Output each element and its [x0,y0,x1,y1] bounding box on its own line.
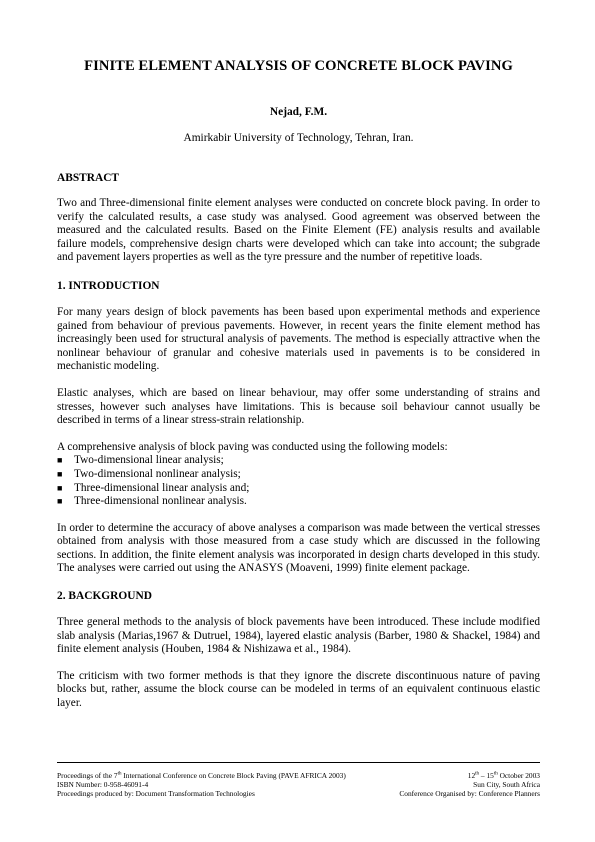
bullet-icon: ■ [57,468,63,479]
list-item-text: Three-dimensional linear analysis and; [74,481,250,494]
introduction-paragraph: For many years design of block pavements has been based upon experimental methods and experience gained from behaviour of previous pavements. However, in recent years the finite element method has increasingly been used for structural analysis of pavements. The method is especially attractive when the nonlinear behaviour of granular and cohesive materials used in pavements is to be considered in mechanistic modeling. [57,305,540,373]
footer-right [399,771,540,799]
background-paragraph: The criticism with two former methods is that they ignore the discrete discontinuous nature of paving blocks but, rather, assume the block course can be modeled in terms of an equivalent continuous elastic layer. [57,669,540,710]
bullet-icon: ■ [57,496,63,507]
list-item [57,468,540,482]
introduction-paragraph: In order to determine the accuracy of above analyses a comparison was made between the vertical stresses obtained from analysis with those measured from a case study which are discussed in the following sections. In addition, the finite element analysis was incorporated in design charts developed in this study. The analyses were carried out using the ANASYS (Moaveni, 1999) finite element package. [57,521,540,575]
list-item [57,495,540,509]
bullet-icon: ■ [57,455,63,466]
model-list [57,454,540,508]
list-item [57,454,540,468]
footer-location: Sun City, South Africa [473,780,540,790]
footer-proceedings-line: Proceedings of the 7th International Conference on Concrete Block Paving (PAVE AFRICA 2003) [57,771,346,780]
author-name: Nejad, F.M. [269,106,328,118]
introduction-paragraph: Elastic analyses, which are based on linear behaviour, may offer some understanding of strains and stresses, however such analyses have limitations. This is because soil behaviour cannot usually be described in terms of a linear stress-strain relationship. [57,386,540,427]
list-item [57,482,540,496]
bullet-icon: ■ [57,482,63,493]
author-affiliation: Amirkabir University of Technology, Tehran, Iran. [183,132,414,144]
introduction-heading: 1. INTRODUCTION [57,279,160,292]
page-footer [57,762,540,799]
footer-isbn: ISBN Number: 0-958-46091-4 [57,780,149,790]
abstract-heading: ABSTRACT [57,172,120,184]
footer-organiser: Conference Organised by: Conference Planners [399,789,540,799]
abstract-text: Two and Three-dimensional finite element analyses were conducted on concrete block paving. In order to verify the calculated results, a case study was analysed. Good agreement was observed between the measured and the calculated results. Based on the Finite Element (FE) analysis results and available failure models, comprehensive design charts were developed which can take into account; the subgrade and pavement layers properties as well as the tyre pressure and the number of repetitive loads. [57,197,540,264]
background-heading: 2. BACKGROUND [57,590,152,603]
footer-left [57,771,346,799]
list-item-text: Three-dimensional nonlinear analysis. [74,495,247,508]
paper-page [57,58,540,711]
footer-dates: 12th – 15th October 2003 [467,771,540,780]
paper-title: FINITE ELEMENT ANALYSIS OF CONCRETE BLOCK PAVING [84,58,513,74]
list-item-text: Two-dimensional nonlinear analysis; [74,467,241,480]
footer-producer: Proceedings produced by: Document Transformation Technologies [57,789,255,799]
background-paragraph: Three general methods to the analysis of block pavements have been introduced. These include modified slab analysis (Marias,1967 & Dutruel, 1984), layered elastic analysis (Barber, 1980 & Shackel, 1984) and finite element analysis (Houben, 1984 & Nishizawa et al., 1984). [57,616,540,656]
introduction-paragraph: A comprehensive analysis of block paving was conducted using the following models: [57,440,448,453]
list-item-text: Two-dimensional linear analysis; [74,454,224,467]
